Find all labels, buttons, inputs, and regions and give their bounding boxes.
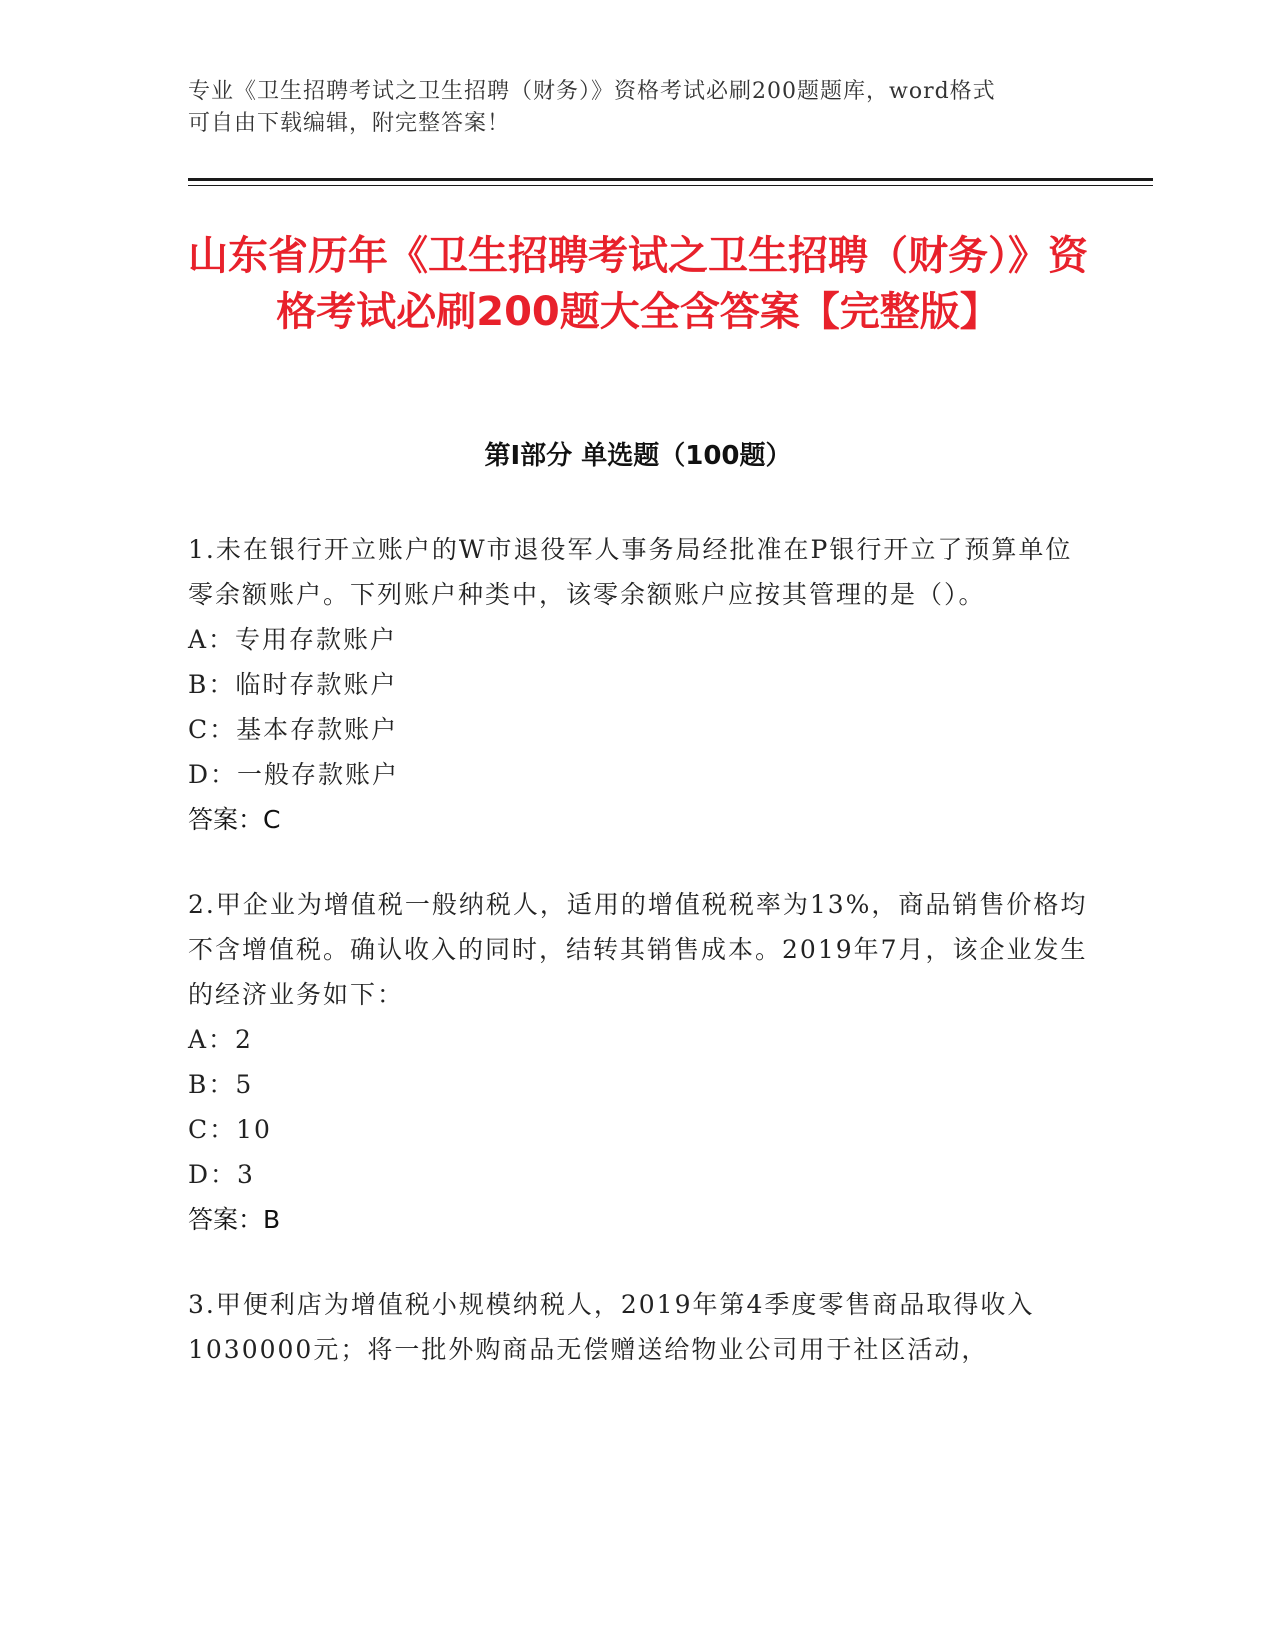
option-a: A：专用存款账户 [188,625,398,654]
option-b: B：临时存款账户 [188,670,398,699]
answer: 答案：C [188,805,281,834]
question-stem: 3.甲便利店为增值税小规模纳税人，2019年第4季度零售商品取得收入1030000元；将一批外购商品无偿赠送给物业公司用于社区活动， [188,1290,1035,1364]
option-c: C：10 [188,1115,272,1144]
option-c: C：基本存款账户 [188,715,399,744]
question-2 [188,882,1088,1242]
section-title: 第I部分 单选题（100题） [484,441,792,471]
header-note: 专业《卫生招聘考试之卫生招聘（财务）》资格考试必刷200题题库，word格式 可自由下载编辑，附完整答案！ [188,79,996,136]
option-b: B：5 [188,1070,254,1099]
option-a: A：2 [188,1025,253,1054]
option-d: D：3 [188,1160,255,1189]
question-stem: 1.未在银行开立账户的W市退役军人事务局经批准在P银行开立了预算单位零余额账户。下列账户种类中，该零余额账户应按其管理的是（）。 [188,535,1073,609]
question-list [188,527,1088,1412]
question-stem: 2.甲企业为增值税一般纳税人，适用的增值税税率为13%，商品销售价格均不含增值税。确认收入的同时，结转其销售成本。2019年7月，该企业发生的经济业务如下： [188,890,1088,1009]
question-3 [188,1282,1088,1372]
header-divider-thick [188,178,1153,181]
answer: 答案：B [188,1205,281,1234]
document-title: 山东省历年《卫生招聘考试之卫生招聘（财务）》资格考试必刷200题大全含答案【完整版】 [188,233,1088,335]
header-divider-thin [188,185,1153,186]
option-d: D：一般存款账户 [188,760,400,789]
question-1 [188,527,1088,842]
